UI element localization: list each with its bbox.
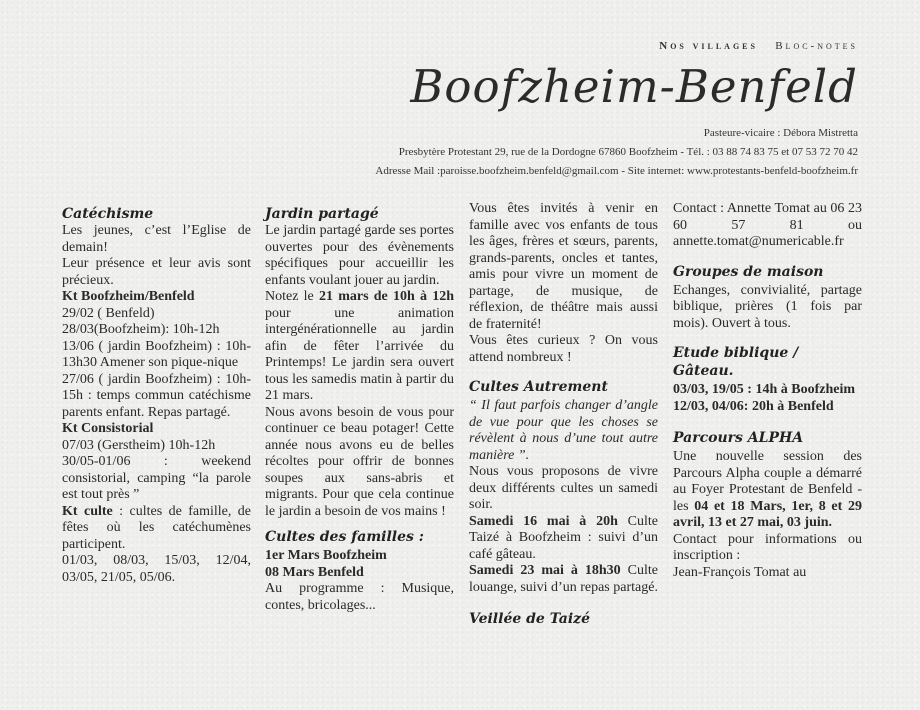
text: Vous êtes curieux ? On vous attend nombreux ! — [469, 333, 658, 365]
date-highlight: Samedi 16 mai à 20h — [469, 513, 618, 529]
date-line: 28/03(Boofzheim): 10h-12h — [62, 322, 220, 337]
heading-catechisme: Catéchisme — [62, 206, 154, 222]
text: Une nouvelle session des Parcours Alpha couple a démarré au Foyer Protestant de Benfeld - les — [673, 449, 862, 514]
heading-veillee-taize: Veillée de Taizé — [469, 611, 591, 627]
date-line: 08 Mars Benfeld — [265, 564, 364, 580]
text: Jean-François Tomat au — [673, 564, 807, 580]
address-line: Presbytère Protestant 29, rue de la Dordogne 67860 Boofzheim - Tél. : 03 88 74 83 75 et 07 53 72 70 42 — [398, 146, 858, 158]
date-highlight: Samedi 23 mai à 18h30 — [469, 563, 621, 578]
subheading-kt-consistorial: Kt Consistorial — [62, 421, 154, 436]
heading-groupes-maison: Groupes de maison — [673, 263, 824, 280]
text — [469, 563, 658, 596]
date-highlight: 21 mars de 10h à 12h — [318, 289, 454, 304]
date-line: 07/03 (Gerstheim) 10h-12h — [62, 437, 216, 453]
kt-culte-text: : cultes de famille, de fêtes où les catéchumènes participent. — [62, 503, 251, 552]
column-catechisme — [62, 205, 251, 586]
text: Au programme : Musique, contes, bricolages... — [265, 581, 454, 613]
date-line: 13/06 ( jardin Boofzheim) : 10h-13h30 Amener son pique-nique — [62, 338, 251, 370]
text: Nous vous proposons de vivre deux différents cultes un samedi soir. — [469, 464, 658, 512]
text: Le jardin partagé garde ses portes ouvertes pour des évènements spécifiques pour accueillir les enfants voulant jouer au jardin. — [265, 223, 454, 288]
text: Notez le — [265, 289, 319, 304]
kt-culte-label: Kt culte — [62, 503, 113, 519]
text: Nous avons besoin de vous pour continuer ce beau potager! Cette année nous avons eu de belles récoltes pour offrir de bonnes soupes aux sans-abris et migrants. Pour que cela continue le jardin a besoin de vos mains ! — [265, 404, 454, 519]
date-line: 12/03, 04/06: 20h à Benfeld — [673, 398, 834, 414]
text: Echanges, convivialité, partage biblique, prières (1 fois par mois). Ouvert à tous. — [673, 282, 862, 331]
text: pour une animation intergénérationnelle au jardin afin de fêter l’arrivée du Printemps! Le jardin sera ouvert tous les samedis matin à partir du 21 mars. — [265, 305, 454, 403]
text: Culte louange, suivi d’un repas partagé. — [469, 563, 658, 595]
text: Leur présence et leur avis sont précieux. — [62, 256, 251, 288]
heading-jardin: Jardin partagé — [265, 206, 379, 222]
text — [265, 289, 454, 405]
kicker-villages: Nos villages — [659, 40, 758, 52]
heading-cultes-autrement: Cultes Autrement — [469, 379, 608, 395]
column-groupes — [673, 201, 862, 581]
date-line: 30/05-01/06 : weekend consistorial, camping “la parole est tout près ” — [62, 454, 251, 502]
date-line: 29/02 ( Benfeld) — [62, 305, 155, 321]
date-highlight: 04 et 18 Mars, 1er, 8 et 29 avril, 13 et 27 mai, 03 juin. — [673, 498, 862, 530]
page-title: Boofzheim-Benfeld — [410, 60, 858, 113]
subheading-kt-boofzheim: Kt Boofzheim/Benfeld — [62, 289, 195, 304]
pastor-line: Pasteure-vicaire : Débora Mistretta — [703, 127, 858, 139]
text: Vous êtes invités à venir en famille avec vos enfants de tous les âges, frères et sœurs, parents, grands-parents, oncles et tantes, amis pour vivre un moment de partage, de musique, de réflexion, de théâtre mais aussi de fraternité! — [469, 201, 658, 332]
column-cultes — [469, 201, 658, 628]
text — [469, 514, 658, 564]
date-line: 27/06 ( jardin Boofzheim) : 10h-15h : temps commun catéchisme parents enfant. Repas partagé. — [62, 371, 251, 420]
date-line: 01/03, 08/03, 15/03, 12/04, 03/05, 21/05, 05/06. — [62, 553, 251, 585]
text: Les jeunes, c’est l’Eglise de demain! — [62, 223, 251, 255]
date-line: 1er Mars Boofzheim — [265, 548, 387, 563]
kicker-bloc-notes: Bloc-notes — [775, 40, 858, 52]
section-kicker — [659, 40, 858, 52]
heading-etude-biblique: Etude biblique / Gâteau. — [673, 345, 799, 379]
text — [673, 449, 862, 532]
text — [62, 504, 251, 554]
heading-cultes-familles: Cultes des familles : — [265, 529, 424, 545]
contact-text: Contact : Annette Tomat au 06 23 60 57 81 ou annette.tomat@numericable.fr — [673, 201, 862, 249]
text: Culte Taizé à Boofzheim : suivi d’un café gâteau. — [469, 513, 658, 562]
quote: “ Il faut parfois changer d’angle de vue pour que les choses se révèlent à nous d’une tout autre manière ”. — [469, 398, 658, 463]
column-jardin — [265, 205, 454, 614]
contact-line: Adresse Mail :paroisse.boofzheim.benfeld@gmail.com - Site internet: www.protestants-benfeld-boofzheim.fr — [375, 165, 858, 177]
text: Contact pour informations ou inscription : — [673, 531, 862, 563]
heading-parcours-alpha: Parcours ALPHA — [673, 430, 804, 446]
date-line: 03/03, 19/05 : 14h à Boofzheim — [673, 382, 855, 397]
